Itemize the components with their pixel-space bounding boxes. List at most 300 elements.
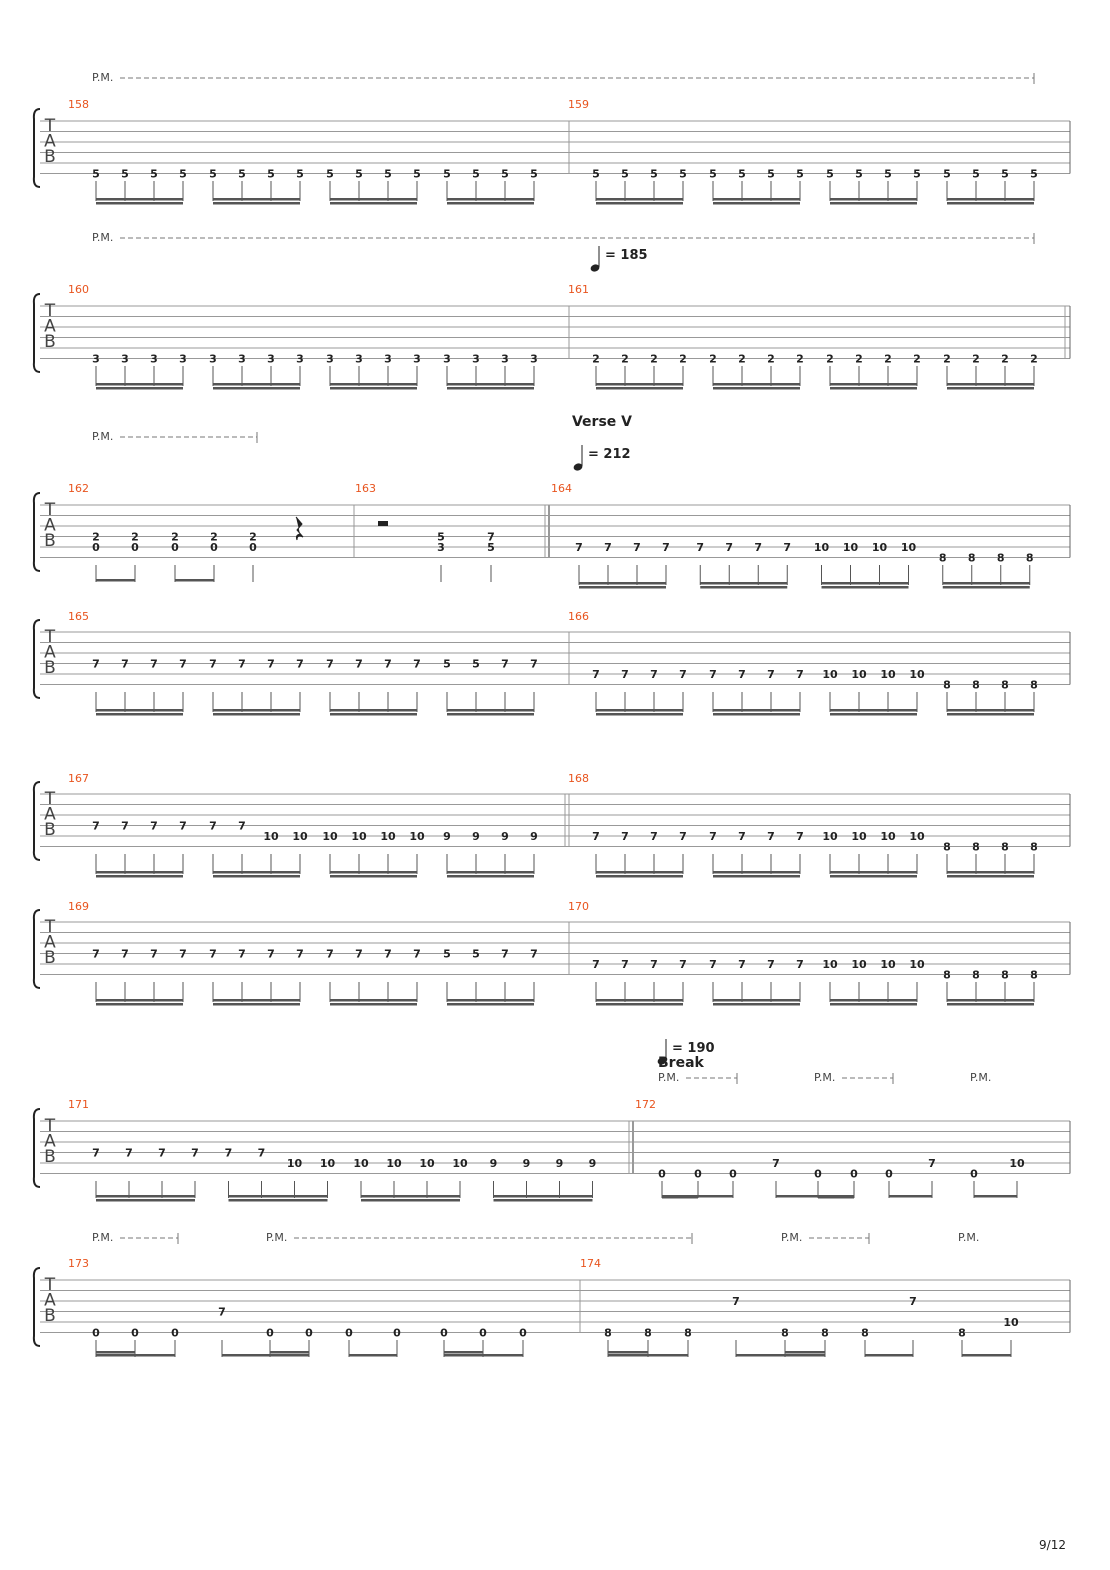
- palm-mute-label: P.M.: [958, 1231, 980, 1244]
- palm-mute-label: P.M.: [970, 1071, 992, 1084]
- fret-number: 5: [326, 167, 334, 181]
- beam: [596, 198, 683, 201]
- fret-number: 10: [851, 668, 867, 681]
- beam: [596, 709, 683, 712]
- fret-number: 0: [92, 541, 100, 554]
- fret-number: 7: [326, 947, 334, 961]
- beam: [175, 579, 214, 582]
- fret-number: 8: [1001, 840, 1009, 854]
- fret-number: 5: [472, 167, 480, 181]
- tab-clef-letter: B: [44, 531, 56, 551]
- beam: [96, 875, 183, 878]
- fret-number: 10: [1009, 1157, 1025, 1170]
- tab-clef-letter: T: [44, 917, 56, 937]
- fret-number: 3: [326, 352, 334, 366]
- fret-number: 2: [1030, 352, 1038, 366]
- fret-number: 0: [519, 1326, 527, 1340]
- beam: [330, 1003, 417, 1006]
- fret-number: 7: [487, 530, 495, 544]
- fret-number: 8: [821, 1326, 829, 1340]
- fret-number: 5: [179, 167, 187, 181]
- fret-number: 7: [158, 1146, 166, 1160]
- fret-number: 7: [709, 958, 717, 971]
- fret-number: 3: [443, 352, 451, 366]
- tab-clef-letter: B: [44, 332, 56, 352]
- fret-number: 9: [522, 1157, 531, 1170]
- beam: [700, 582, 787, 585]
- fret-number: 5: [296, 167, 304, 181]
- beam: [579, 582, 666, 585]
- fret-number: 7: [732, 1295, 740, 1308]
- tab-clef-letter: T: [44, 301, 56, 321]
- bar-number: 171: [68, 1098, 89, 1111]
- fret-number: 10: [351, 830, 367, 843]
- beam: [361, 1199, 460, 1202]
- beam: [785, 1351, 825, 1354]
- fret-number: 10: [880, 958, 896, 971]
- fret-number: 7: [738, 668, 746, 681]
- fret-number: 7: [650, 830, 658, 843]
- fret-number: 10: [813, 541, 830, 554]
- fret-number: 5: [1001, 167, 1009, 181]
- bar-number: 158: [68, 98, 89, 111]
- fret-number: 10: [322, 830, 338, 843]
- beam: [96, 202, 183, 205]
- fret-number: 7: [125, 1146, 133, 1160]
- beam: [330, 713, 417, 716]
- beam: [494, 1199, 593, 1202]
- beam: [713, 709, 800, 712]
- tab-clef-letter: B: [44, 948, 56, 968]
- fret-number: 8: [684, 1326, 692, 1340]
- tempo-marking: = 185: [605, 248, 648, 263]
- fret-number: 10: [851, 958, 867, 971]
- fret-number: 8: [943, 840, 951, 854]
- beam: [447, 387, 534, 390]
- fret-number: 0: [479, 1326, 487, 1340]
- fret-number: 8: [996, 551, 1005, 565]
- beam: [830, 202, 917, 205]
- beam: [830, 999, 917, 1002]
- fret-number: 2: [650, 352, 658, 366]
- beam: [596, 383, 683, 386]
- fret-number: 7: [767, 830, 775, 843]
- fret-number: 5: [530, 167, 538, 181]
- beam: [330, 999, 417, 1002]
- fret-number: 5: [738, 167, 746, 181]
- fret-number: 0: [305, 1326, 313, 1340]
- fret-number: 9: [443, 830, 451, 843]
- beam: [330, 383, 417, 386]
- tab-clef-letter: A: [44, 1290, 56, 1311]
- fret-number: 7: [909, 1295, 917, 1308]
- fret-number: 5: [592, 167, 600, 181]
- fret-number: 7: [592, 668, 600, 681]
- fret-number: 7: [592, 830, 600, 843]
- fret-number: 7: [575, 541, 583, 554]
- fret-number: 8: [1030, 968, 1038, 982]
- fret-number: 7: [621, 830, 629, 843]
- beam: [579, 586, 666, 589]
- fret-number: 5: [943, 167, 951, 181]
- fret-number: 2: [855, 352, 863, 366]
- fret-number: 8: [781, 1326, 789, 1340]
- beam: [713, 713, 800, 716]
- fret-number: 10: [880, 668, 896, 681]
- beam: [947, 383, 1034, 386]
- fret-number: 0: [658, 1167, 666, 1181]
- fret-number: 7: [767, 958, 775, 971]
- fret-number: 5: [355, 167, 363, 181]
- fret-number: 7: [92, 657, 100, 671]
- bar-number: 165: [68, 610, 89, 623]
- tab-clef-letter: T: [44, 1116, 56, 1136]
- beam: [947, 387, 1034, 390]
- fret-number: 7: [218, 1305, 226, 1319]
- fret-number: 5: [209, 167, 217, 181]
- beam: [96, 709, 183, 712]
- beam: [713, 1003, 800, 1006]
- beam: [96, 713, 183, 716]
- fret-number: 7: [267, 947, 275, 961]
- fret-number: 5: [443, 167, 451, 181]
- fret-number: 10: [822, 958, 838, 971]
- palm-mute-label: P.M.: [658, 1071, 680, 1084]
- fret-number: 7: [783, 541, 792, 554]
- fret-number: 5: [487, 541, 495, 554]
- tab-clef-letter: T: [44, 500, 56, 520]
- fret-number: 2: [972, 352, 980, 366]
- fret-number: 7: [650, 668, 658, 681]
- beam: [330, 202, 417, 205]
- beam: [96, 198, 183, 201]
- fret-number: 7: [179, 819, 187, 833]
- beam: [974, 1195, 1017, 1198]
- fret-number: 9: [588, 1157, 597, 1170]
- tempo-marking: = 190: [672, 1041, 715, 1056]
- fret-number: 7: [738, 958, 746, 971]
- fret-number: 5: [413, 167, 421, 181]
- beam: [213, 875, 300, 878]
- beam: [447, 871, 534, 874]
- beam: [447, 202, 534, 205]
- tab-clef-letter: B: [44, 820, 56, 840]
- fret-number: 7: [796, 830, 804, 843]
- half-rest-icon: [378, 521, 388, 526]
- fret-number: 0: [92, 1326, 100, 1340]
- section-marker: Verse V: [571, 414, 633, 430]
- fret-number: 5: [796, 167, 804, 181]
- beam: [213, 709, 300, 712]
- fret-number: 7: [179, 657, 187, 671]
- staff-brace: [34, 910, 40, 988]
- beam: [447, 709, 534, 712]
- fret-number: 0: [970, 1167, 978, 1181]
- fret-number: 7: [796, 958, 804, 971]
- fret-number: 7: [121, 657, 129, 671]
- fret-number: 0: [210, 541, 218, 554]
- fret-number: 3: [209, 352, 217, 366]
- bar-number: 168: [568, 772, 589, 785]
- fret-number: 10: [419, 1157, 435, 1170]
- beam: [713, 871, 800, 874]
- beam: [96, 383, 183, 386]
- beam: [229, 1199, 328, 1202]
- fret-number: 7: [679, 958, 687, 971]
- staff-brace: [34, 294, 40, 372]
- tab-clef-letter: A: [44, 642, 56, 663]
- fret-number: 0: [814, 1167, 822, 1181]
- beam: [96, 1199, 195, 1202]
- beam: [713, 198, 800, 201]
- beam: [494, 1195, 593, 1198]
- beam: [447, 875, 534, 878]
- beam: [213, 383, 300, 386]
- fret-number: 5: [709, 167, 717, 181]
- beam: [330, 387, 417, 390]
- fret-number: 9: [501, 830, 509, 843]
- fret-number: 0: [131, 541, 139, 554]
- fret-number: 7: [191, 1146, 199, 1160]
- bar-number: 173: [68, 1257, 89, 1270]
- fret-number: 2: [943, 352, 951, 366]
- beam: [947, 999, 1034, 1002]
- fret-number: 3: [437, 541, 445, 554]
- fret-number: 7: [209, 947, 217, 961]
- tab-clef-letter: T: [44, 1275, 56, 1295]
- fret-number: 7: [209, 819, 217, 833]
- fret-number: 10: [822, 668, 838, 681]
- fret-number: 3: [530, 352, 538, 366]
- fret-number: 7: [604, 541, 612, 554]
- tab-clef-letter: A: [44, 804, 56, 825]
- bar-number: 160: [68, 283, 89, 296]
- beam: [713, 999, 800, 1002]
- bar-number: 167: [68, 772, 89, 785]
- fret-number: 3: [296, 352, 304, 366]
- beam: [213, 202, 300, 205]
- tab-clef-letter: T: [44, 627, 56, 647]
- fret-number: 7: [238, 657, 246, 671]
- beam: [830, 871, 917, 874]
- beam: [830, 709, 917, 712]
- fret-number: 0: [266, 1326, 274, 1340]
- beam: [447, 713, 534, 716]
- fret-number: 8: [967, 551, 976, 565]
- fret-number: 9: [472, 830, 480, 843]
- fret-number: 5: [501, 167, 509, 181]
- fret-number: 3: [472, 352, 480, 366]
- fret-number: 3: [501, 352, 509, 366]
- beam: [213, 198, 300, 201]
- tab-clef-letter: B: [44, 1147, 56, 1167]
- fret-number: 3: [267, 352, 275, 366]
- beam: [596, 202, 683, 205]
- beam: [96, 1195, 195, 1198]
- fret-number: 8: [938, 551, 947, 565]
- fret-number: 10: [386, 1157, 402, 1170]
- fret-number: 7: [413, 947, 421, 961]
- fret-number: 8: [958, 1326, 966, 1340]
- fret-number: 2: [131, 530, 139, 544]
- beam: [596, 871, 683, 874]
- fret-number: 2: [767, 352, 775, 366]
- fret-number: 7: [92, 947, 100, 961]
- staff-brace: [34, 109, 40, 187]
- fret-number: 3: [150, 352, 158, 366]
- fret-number: 7: [530, 947, 538, 961]
- palm-mute-label: P.M.: [92, 231, 114, 244]
- fret-number: 8: [604, 1326, 612, 1340]
- fret-number: 10: [380, 830, 396, 843]
- beam: [713, 202, 800, 205]
- fret-number: 0: [729, 1167, 737, 1181]
- fret-number: 8: [972, 840, 980, 854]
- fret-number: 7: [650, 958, 658, 971]
- fret-number: 10: [286, 1157, 303, 1170]
- fret-number: 7: [696, 541, 705, 554]
- fret-number: 7: [92, 819, 100, 833]
- fret-number: 7: [754, 541, 763, 554]
- fret-number: 8: [943, 678, 951, 692]
- fret-number: 7: [679, 830, 687, 843]
- beam: [213, 871, 300, 874]
- fret-number: 7: [326, 657, 334, 671]
- beam: [96, 579, 135, 582]
- fret-number: 0: [171, 541, 179, 554]
- bar-number: 172: [635, 1098, 656, 1111]
- fret-number: 8: [1030, 840, 1038, 854]
- fret-number: 5: [884, 167, 892, 181]
- staff-brace: [34, 782, 40, 860]
- fret-number: 7: [238, 819, 246, 833]
- fret-number: 0: [131, 1326, 139, 1340]
- fret-number: 7: [621, 958, 629, 971]
- staff-brace: [34, 620, 40, 698]
- fret-number: 8: [972, 968, 980, 982]
- tab-clef-letter: A: [44, 316, 56, 337]
- fret-number: 2: [738, 352, 746, 366]
- fret-number: 7: [150, 947, 158, 961]
- fret-number: 3: [121, 352, 129, 366]
- fret-number: 7: [150, 819, 158, 833]
- fret-number: 5: [267, 167, 275, 181]
- beam: [596, 999, 683, 1002]
- fret-number: 7: [179, 947, 187, 961]
- fret-number: 7: [150, 657, 158, 671]
- beam: [947, 875, 1034, 878]
- fret-number: 7: [709, 830, 717, 843]
- fret-number: 10: [263, 830, 279, 843]
- beam: [447, 198, 534, 201]
- fret-number: 7: [767, 668, 775, 681]
- fret-number: 10: [452, 1157, 468, 1170]
- fret-number: 7: [384, 657, 392, 671]
- fret-number: 5: [472, 947, 480, 961]
- beam: [865, 1354, 913, 1357]
- fret-number: 2: [679, 352, 687, 366]
- fret-number: 7: [384, 947, 392, 961]
- beam: [96, 1354, 175, 1357]
- staff-brace: [34, 1109, 40, 1187]
- beam: [947, 202, 1034, 205]
- fret-number: 5: [826, 167, 834, 181]
- palm-mute-label: P.M.: [92, 71, 114, 84]
- fret-number: 10: [880, 830, 896, 843]
- beam: [830, 383, 917, 386]
- beam: [830, 387, 917, 390]
- fret-number: 7: [209, 657, 217, 671]
- fret-number: 0: [345, 1326, 353, 1340]
- bar-number: 174: [580, 1257, 601, 1270]
- tab-clef-letter: T: [44, 789, 56, 809]
- tab-clef-letter: A: [44, 932, 56, 953]
- fret-number: 2: [796, 352, 804, 366]
- fret-number: 2: [92, 530, 100, 544]
- fret-number: 3: [355, 352, 363, 366]
- beam: [662, 1196, 698, 1199]
- beam: [822, 582, 909, 585]
- fret-number: 10: [909, 668, 925, 681]
- fret-number: 0: [249, 541, 257, 554]
- section-marker: Break: [658, 1055, 704, 1071]
- fret-number: 7: [709, 668, 717, 681]
- fret-number: 0: [850, 1167, 858, 1181]
- fret-number: 8: [644, 1326, 652, 1340]
- beam: [444, 1351, 483, 1354]
- fret-number: 7: [679, 668, 687, 681]
- beam: [447, 999, 534, 1002]
- bar-number: 169: [68, 900, 89, 913]
- fret-number: 7: [530, 657, 538, 671]
- fret-number: 5: [92, 167, 100, 181]
- fret-number: 7: [662, 541, 670, 554]
- beam: [889, 1195, 932, 1198]
- beam: [822, 586, 909, 589]
- beam: [213, 999, 300, 1002]
- fret-number: 2: [709, 352, 717, 366]
- fret-number: 2: [249, 530, 257, 544]
- beam: [349, 1354, 397, 1357]
- fret-number: 0: [393, 1326, 401, 1340]
- fret-number: 7: [296, 657, 304, 671]
- fret-number: 0: [440, 1326, 448, 1340]
- palm-mute-label: P.M.: [781, 1231, 803, 1244]
- beam: [96, 999, 183, 1002]
- fret-number: 3: [384, 352, 392, 366]
- beam: [330, 709, 417, 712]
- beam: [943, 586, 1030, 589]
- palm-mute-label: P.M.: [92, 430, 114, 443]
- fret-number: 2: [210, 530, 218, 544]
- beam: [96, 871, 183, 874]
- fret-number: 3: [92, 352, 100, 366]
- beam: [213, 1003, 300, 1006]
- fret-number: 5: [913, 167, 921, 181]
- beam: [947, 871, 1034, 874]
- beam: [330, 198, 417, 201]
- beam: [947, 709, 1034, 712]
- fret-number: 5: [238, 167, 246, 181]
- beam: [596, 1003, 683, 1006]
- beam: [222, 1354, 309, 1357]
- fret-number: 0: [885, 1167, 893, 1181]
- fret-number: 9: [555, 1157, 564, 1170]
- beam: [947, 198, 1034, 201]
- beam: [947, 713, 1034, 716]
- fret-number: 10: [319, 1157, 336, 1170]
- beam: [818, 1196, 854, 1199]
